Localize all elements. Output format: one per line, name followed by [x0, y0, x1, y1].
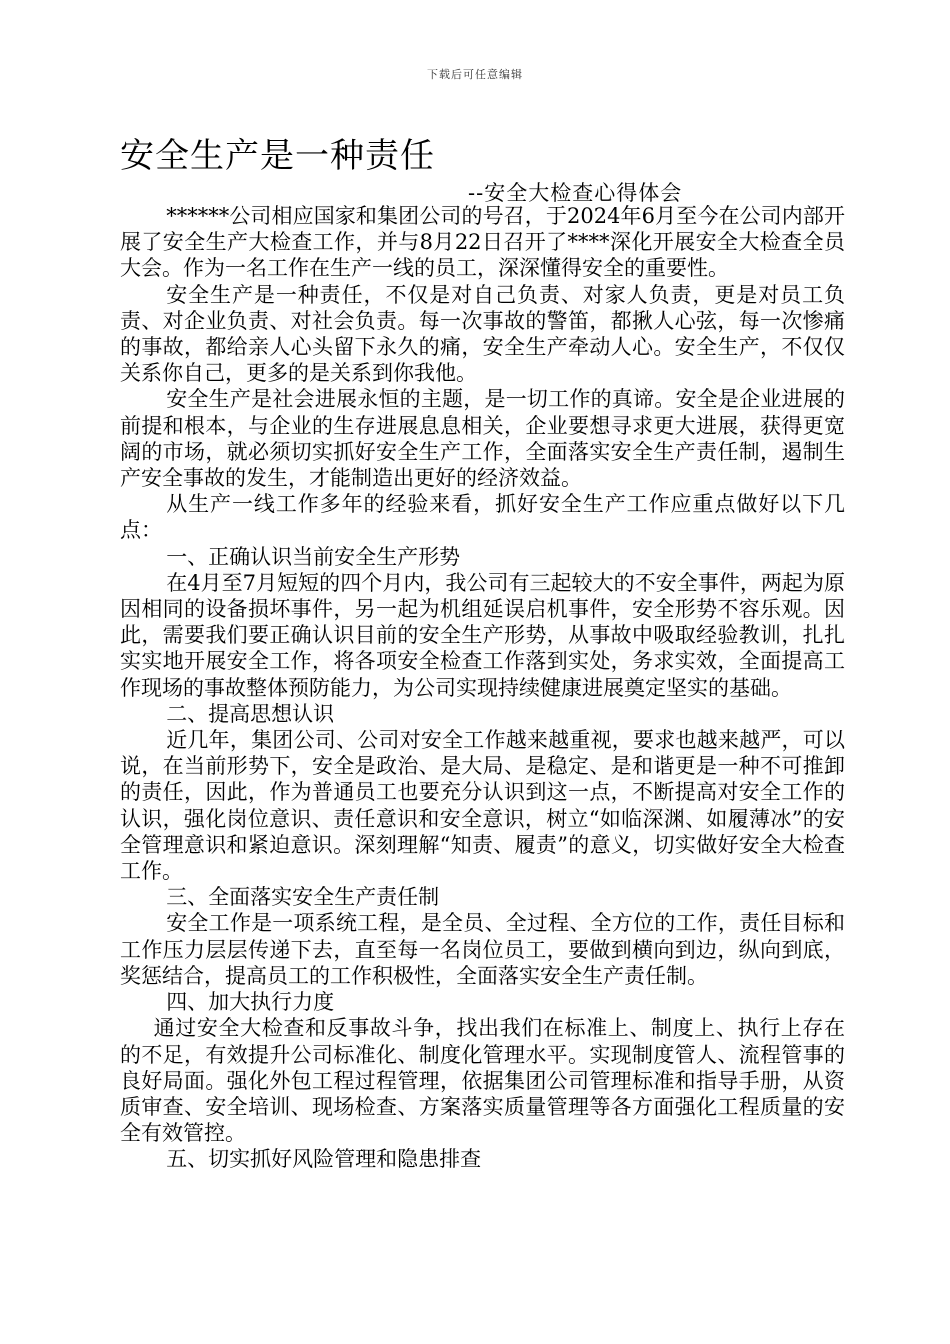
document-body — [120, 203, 845, 1173]
paragraph-responsibility: 安全生产是一种责任，不仅是对自己负责、对家人负责，更是对员工负责、对企业负责、对社会负责。每一次事故的警笛，都揪人心弦，每一次惨痛的事故，都给亲人心头留下永久的痛，安全生产牵动人心。安全生产，不仅仅关系你自己，更多的是关系到你我他。 — [120, 282, 845, 386]
section-heading-1: 一、正确认识当前安全生产形势 — [166, 544, 461, 569]
paragraph-section-4: 通过安全大检查和反事故斗争，找出我们在标准上、制度上、执行上存在的不足，有效提升公司标准化、制度化管理水平。实现制度管人、流程管事的良好局面。强化外包工程过程管理，依据集团公司管理标准和指导手册，从资质审查、安全培训、现场检查、方案落实质量管理等各方面强化工程质量的安全有效管控。 — [120, 1016, 845, 1146]
section-heading-2: 二、提高思想认识 — [166, 701, 335, 726]
document-subtitle: --安全大检查心得体会 — [468, 181, 683, 205]
paragraph-development: 安全生产是社会进展永恒的主题，是一切工作的真谛。安全是企业进展的前提和根本，与企业的生存进展息息相关，企业要想寻求更大进展，获得更宽阔的市场，就必须切实抓好安全生产工作，全面落实安全生产责任制，遏制生产安全事故的发生，才能制造出更好的经济效益。 — [120, 387, 845, 491]
paragraph-key-points: 从生产一线工作多年的经验来看，抓好安全生产工作应重点做好以下几点： — [120, 492, 845, 543]
section-heading-4: 四、加大执行力度 — [166, 990, 335, 1015]
page-header-note: 下载后可任意编辑 — [427, 68, 523, 81]
paragraph-section-1: 在4月至7月短短的四个月内，我公司有三起较大的不安全事件，两起为原因相同的设备损坏事件，另一起为机组延误启机事件，安全形势不容乐观。因此，需要我们要正确认识目前的安全生产形势，从事故中吸取经验教训，扎扎实实地开展安全工作，将各项安全检查工作落到实处，务求实效，全面提高工作现场的事故整体预防能力，为公司实现持续健康进展奠定坚实的基础。 — [120, 570, 845, 700]
paragraph-section-2: 近几年，集团公司、公司对安全工作越来越重视，要求也越来越严，可以说，在当前形势下，安全是政治、是大局、是稳定、是和谐更是一种不可推卸的责任，因此，作为普通员工也要充分认识到这一点，不断提高对安全工作的认识，强化岗位意识、责任意识和安全意识，树立“如临深渊、如履薄冰”的安全管理意识和紧迫意识。深刻理解“知责、履责”的意义，切实做好安全大检查工作。 — [120, 728, 845, 884]
section-heading-5: 五、切实抓好风险管理和隐患排查 — [166, 1147, 482, 1172]
section-heading-3: 三、全面落实安全生产责任制 — [166, 885, 440, 910]
paragraph-section-3: 安全工作是一项系统工程，是全员、全过程、全方位的工作，责任目标和工作压力层层传递下去，直至每一名岗位员工，要做到横向到边，纵向到底，奖惩结合，提高员工的工作积极性，全面落实安全生产责任制。 — [120, 911, 845, 988]
paragraph-intro: ******公司相应国家和集团公司的号召，于2024年6月至今在公司内部开展了安全生产大检查工作，并与8月22日召开了****深化开展安全大检查全员大会。作为一名工作在生产一线的员工，深深懂得安全的重要性。 — [120, 204, 845, 281]
document-title: 安全生产是一种责任 — [120, 136, 435, 176]
